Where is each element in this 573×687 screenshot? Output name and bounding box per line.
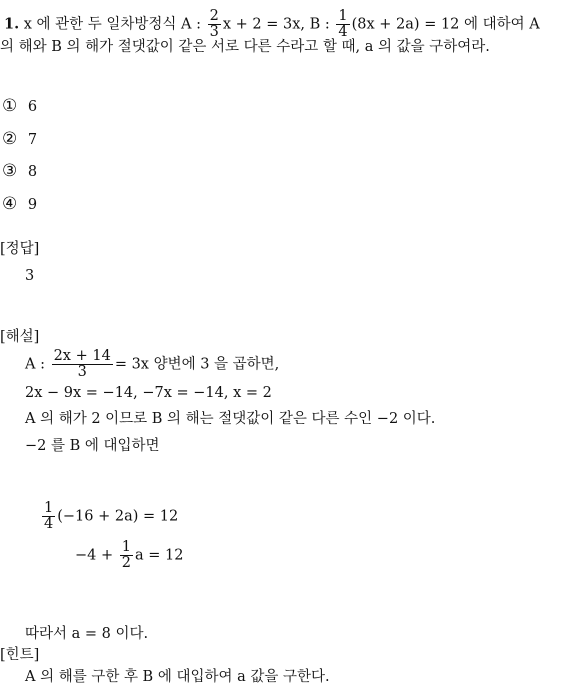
explanation-label: [해설]	[0, 329, 40, 345]
option-2[interactable]	[2, 131, 37, 148]
problem-text-b: x + 2 = 3x, B :	[222, 16, 330, 33]
conclusion: 따라서 a = 8 이다.	[25, 626, 149, 642]
fraction-2x-plus-14-over-3: $\frac{2x + 14}{3}$	[53, 348, 111, 381]
option-value: 9	[27, 197, 38, 213]
option-value: 7	[27, 132, 38, 148]
option-mark: ①	[2, 96, 18, 116]
explanation-line-1: A : $\frac{2x + 14}{3}$ = 3x 양변에 3 을 곱하면,	[25, 348, 280, 381]
fraction-two-thirds: $\frac{2}{3}$	[209, 8, 219, 41]
option-mark: ③	[2, 161, 18, 181]
option-mark: ②	[2, 129, 18, 149]
equation-2: −4 + $\frac{1}{2}$ a = 12	[75, 539, 184, 572]
explanation-line-4: −2 를 B 에 대입하면	[25, 438, 160, 454]
problem-number: 1.	[4, 15, 20, 33]
problem-text-c: (8x + 2a) = 12 에 대하여 A	[351, 16, 540, 33]
option-4[interactable]	[2, 196, 37, 213]
answer-label: [정답]	[0, 241, 40, 257]
fraction-one-quarter: $\frac{1}{4}$	[338, 8, 348, 41]
problem-text-a: x 에 관한 두 일차방정식 A :	[23, 16, 202, 33]
problem-line-2: 의 해와 B 의 해가 절댓값이 같은 서로 다른 수라고 할 때, a 의 값을 구하여라.	[0, 39, 490, 55]
option-value: 8	[27, 164, 38, 180]
problem-line-1	[4, 9, 540, 40]
option-value: 6	[27, 99, 38, 115]
hint-label: [힌트]	[0, 647, 40, 663]
fraction-one-half: $\frac{1}{2}$	[121, 539, 131, 572]
fraction-one-quarter: $\frac{1}{4}$	[44, 500, 54, 533]
option-mark: ④	[2, 194, 18, 214]
hint-text: A 의 해를 구한 후 B 에 대입하여 a 값을 구한다.	[25, 669, 330, 685]
explanation-line-3: A 의 해가 2 이므로 B 의 해는 절댓값이 같은 다른 수인 −2 이다.	[25, 411, 436, 427]
answer-value: 3	[25, 268, 35, 284]
option-3[interactable]	[2, 163, 37, 180]
explanation-line-2: 2x − 9x = −14, −7x = −14, x = 2	[25, 385, 272, 401]
equation-1: $\frac{1}{4}$ (−16 + 2a) = 12	[44, 500, 179, 533]
option-1[interactable]	[2, 98, 37, 115]
